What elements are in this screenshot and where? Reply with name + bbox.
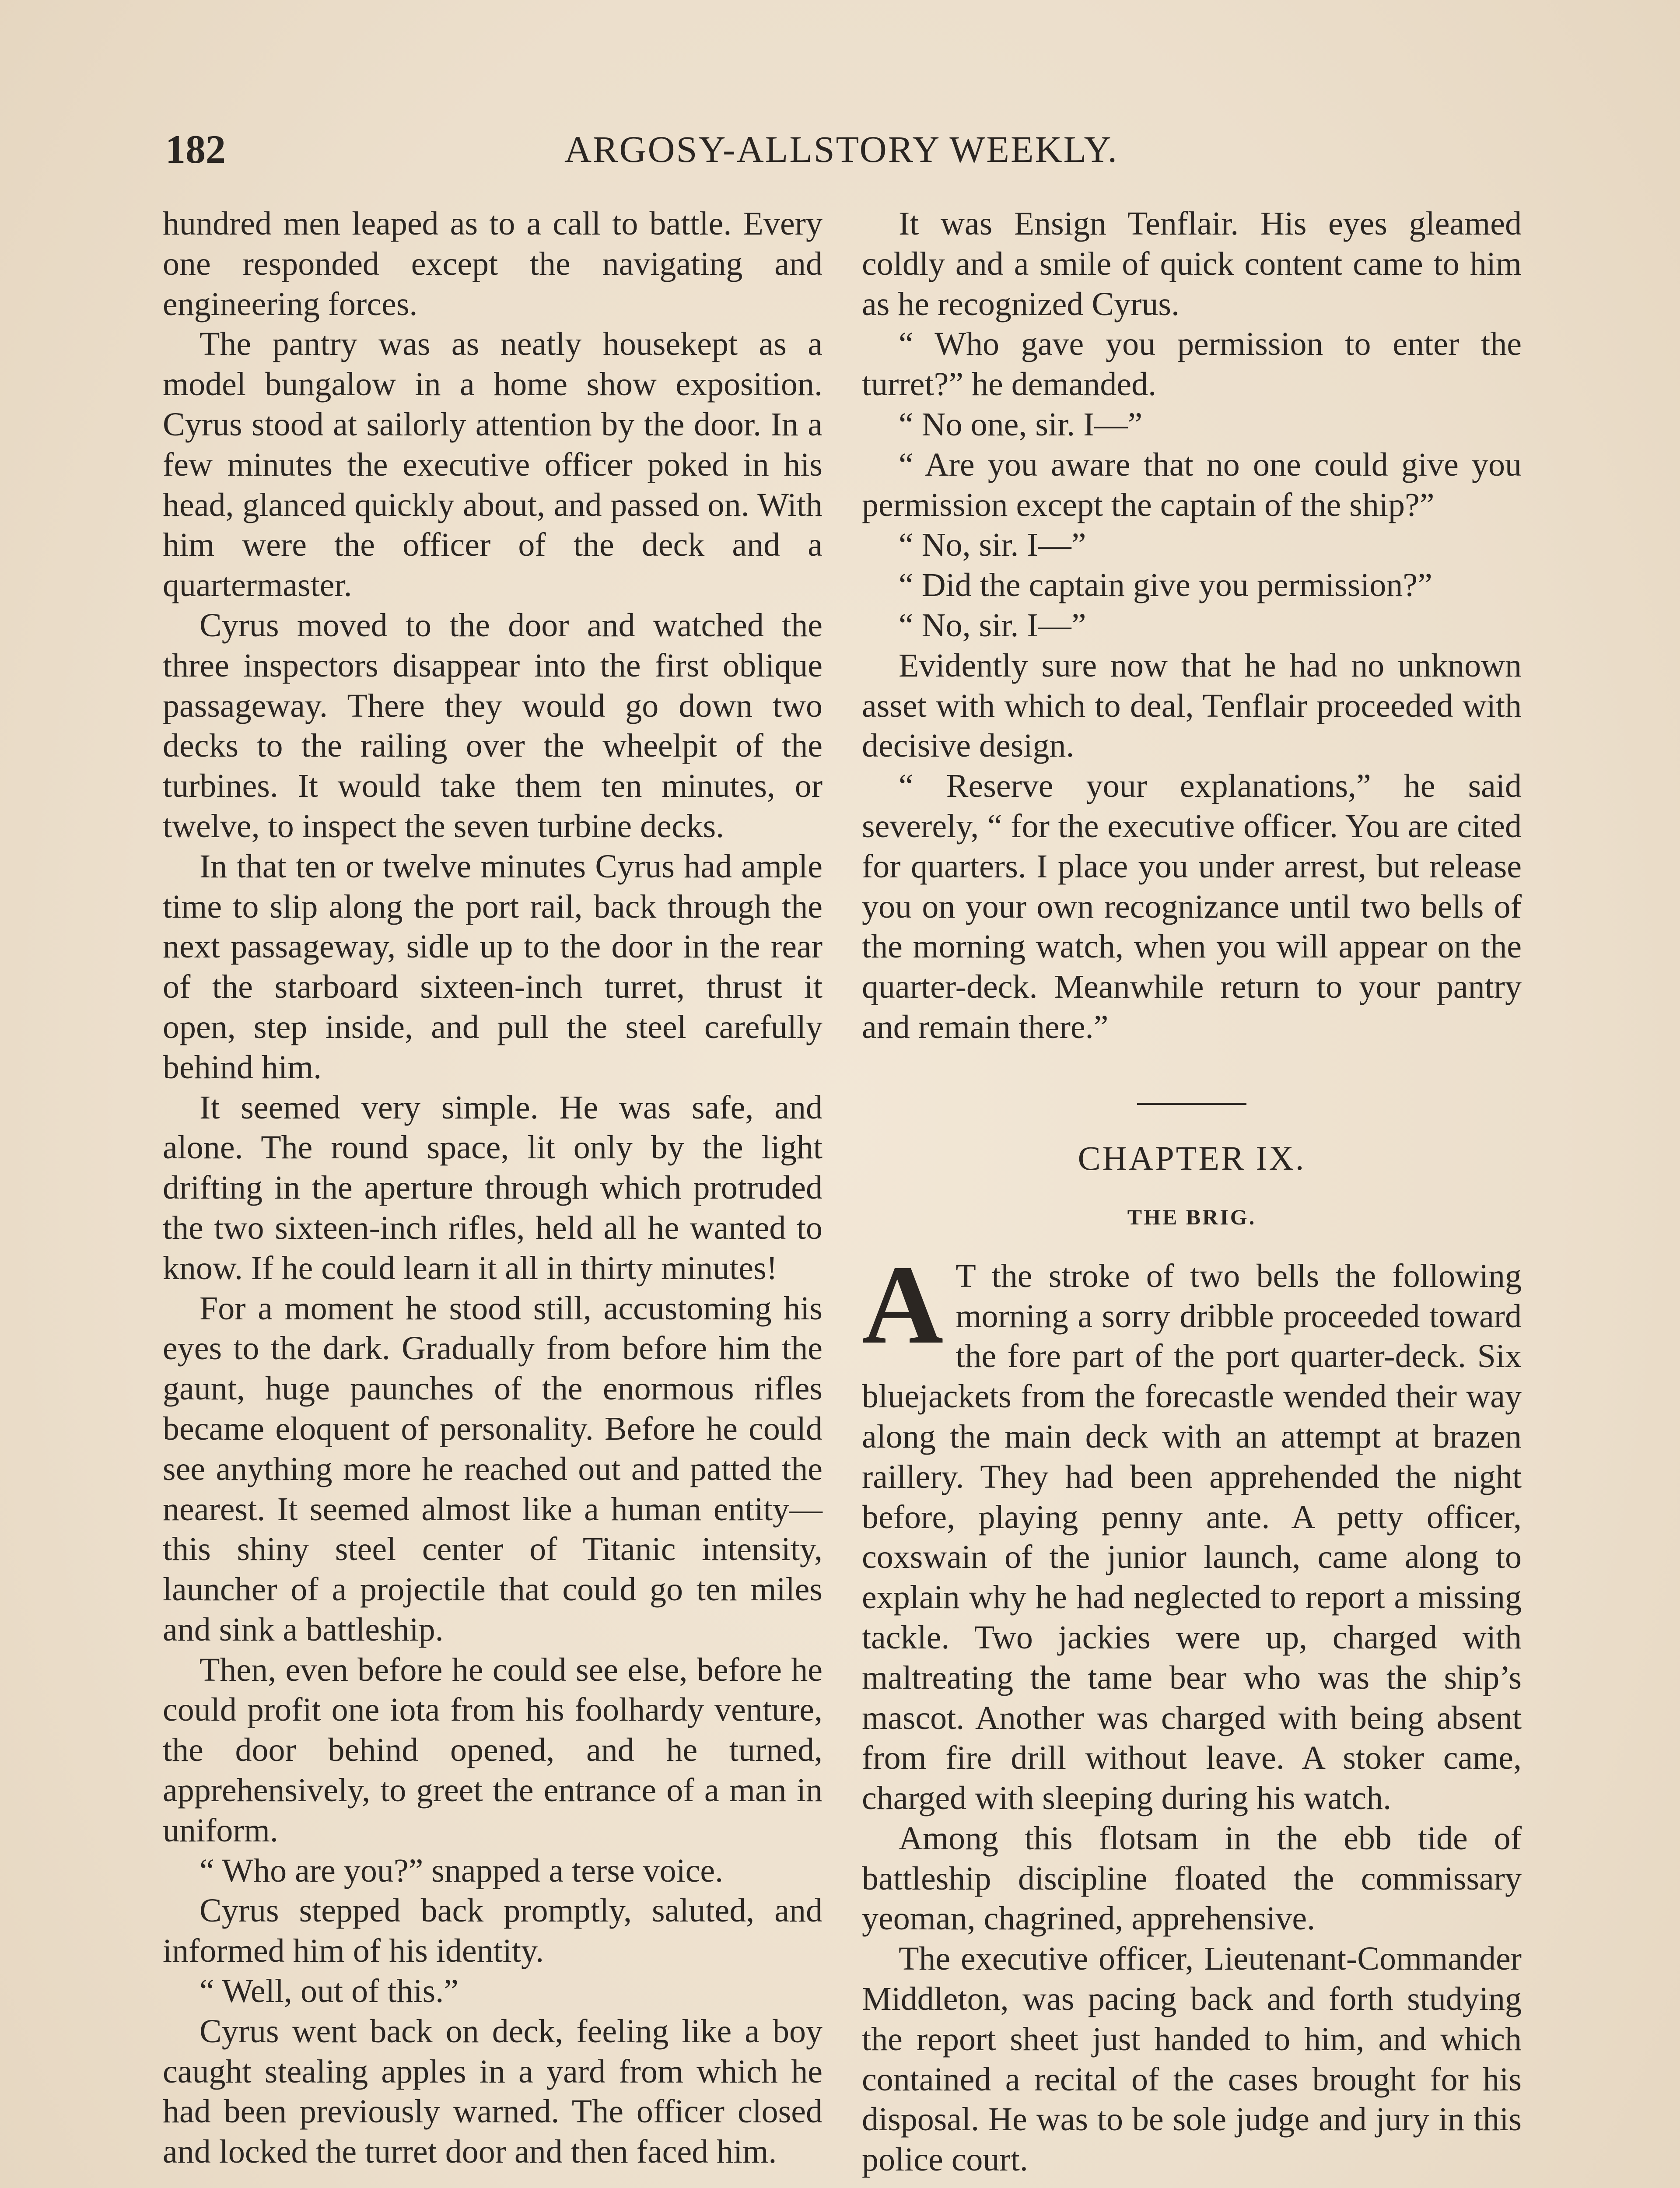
paragraph: “ Are you aware that no one could give you permission except the captain of the ship?” [862,446,1522,523]
paragraph: Cyrus moved to the door and watched the three inspectors disappear into the first oblique passageway. There they would go down two decks to the railing over the wheelpit of the turbines. It would take them ten minutes, or twelve, to inspect the seven turbine decks. [163,607,822,845]
right-column [862,204,1522,2180]
opening-text: T the stroke of two bells the following morning a sorry dribble proceeded toward the fore part of the port quarter-deck. Six bluejackets from the forecastle wended their way along the main deck with an attempt at brazen raillery. They had been apprehended the night before, playing penny ante. A petty officer, coxswain of the junior launch, came along to explain why he had neglected to report a missing tackle. Two jackies were up, charged with maltreating the tame bear who was the ship’s mascot. Another was charged with being absent from fire drill without leave. A stoker came, charged with sleeping during his watch. [862,1257,1522,1817]
chapter-opening-paragraph [862,1241,1522,1819]
paragraph: “ Well, out of this.” [200,1973,458,2010]
paragraph: “ Reserve your explanations,” he said severely, “ for the executive officer. You are cited for quarters. I place you under arrest, but release you on your own recognizance until two bells of the morning watch, when you will appear on the quarter-deck. Meanwhile return to your pantry and remain there.” [862,768,1522,1045]
chapter-title: CHAPTER IX. [1078,1139,1306,1177]
paragraph: “ Who are you?” snapped a terse voice. [200,1852,724,1889]
paragraph: hundred men leaped as to a call to battle. Every one responded except the navigating and engineering forces. [163,205,822,323]
paragraph: The executive officer, Lieutenant-Commander Middleton, was pacing back and forth studying the report sheet just handed to him, and which contained a recital of the cases brought for his disposal. He was to be sole judge and jury in this police court. [862,1940,1522,2178]
paragraph: Cyrus went back on deck, feeling like a boy caught stealing apples in a yard from which he had been previously warned. The officer closed and locked the turret door and then faced him. [163,2013,822,2170]
paragraph: Evidently sure now that he had no unknown asset with which to deal, Tenflair proceeded with decisive design. [862,647,1522,764]
paragraph: “ No one, sir. I—” [899,406,1143,443]
paragraph: Among this flotsam in the ebb tide of battleship discipline floated the commissary yeoman, chagrined, apprehensive. [862,1820,1522,1937]
paragraph: “ Who gave you permission to enter the turret?” he demanded. [862,326,1522,403]
left-column [163,204,822,2172]
chapter-subtitle: THE BRIG. [1127,1204,1256,1229]
paragraph: Cyrus stepped back promptly, saluted, and informed him of his identity. [163,1892,822,1970]
page-number: 182 [165,127,226,172]
section-divider-rule [1137,1103,1246,1105]
paragraph: In that ten or twelve minutes Cyrus had ample time to slip along the port rail, back through the next passageway, sidle up to the door in the rear of the starboard sixteen-inch turret, thrust it open, step inside, and pull the steel carefully behind him. [163,848,822,1086]
paragraph: It seemed very simple. He was safe, and alone. The round space, lit only by the light drifting in the aperture through which protruded the two sixteen-inch rifles, held all he wanted to know. If he could learn it all in thirty minutes! [163,1089,822,1287]
paragraph: The pantry was as neatly housekept as a model bungalow in a home show exposition. Cyrus stood at sailorly attention by the door. In a few minutes the executive officer poked in his head, glanced quickly about, and passed on. With him were the officer of the deck and a quartermaster. [163,326,822,604]
running-head: ARGOSY-ALLSTORY WEEKLY. [564,128,1119,170]
paragraph: It was Ensign Tenflair. His eyes gleamed coldly and a smile of quick content came to him as he recognized Cyrus. [862,205,1522,323]
paragraph: “ Did the captain give you permission?” [899,567,1432,604]
paragraph: “ No, sir. I—” [899,607,1086,644]
paragraph: “ No, sir. I—” [899,526,1086,564]
page-header [165,125,1517,173]
paragraph: Then, even before he could see else, before he could profit one iota from his foolhardy venture, the door behind opened, and he turned, apprehensively, to greet the entrance of a man in uniform. [163,1651,822,1849]
paragraph: For a moment he stood still, accustoming his eyes to the dark. Gradually from before him the gaunt, huge paunches of the enormous rifles became eloquent of personality. Before he could see anything more he reached out and patted the nearest. It seemed almost like a human entity—this shiny steel center of Titanic intensity, launcher of a projectile that could go ten miles and sink a battleship. [163,1290,822,1648]
drop-cap: A [862,1241,944,1367]
